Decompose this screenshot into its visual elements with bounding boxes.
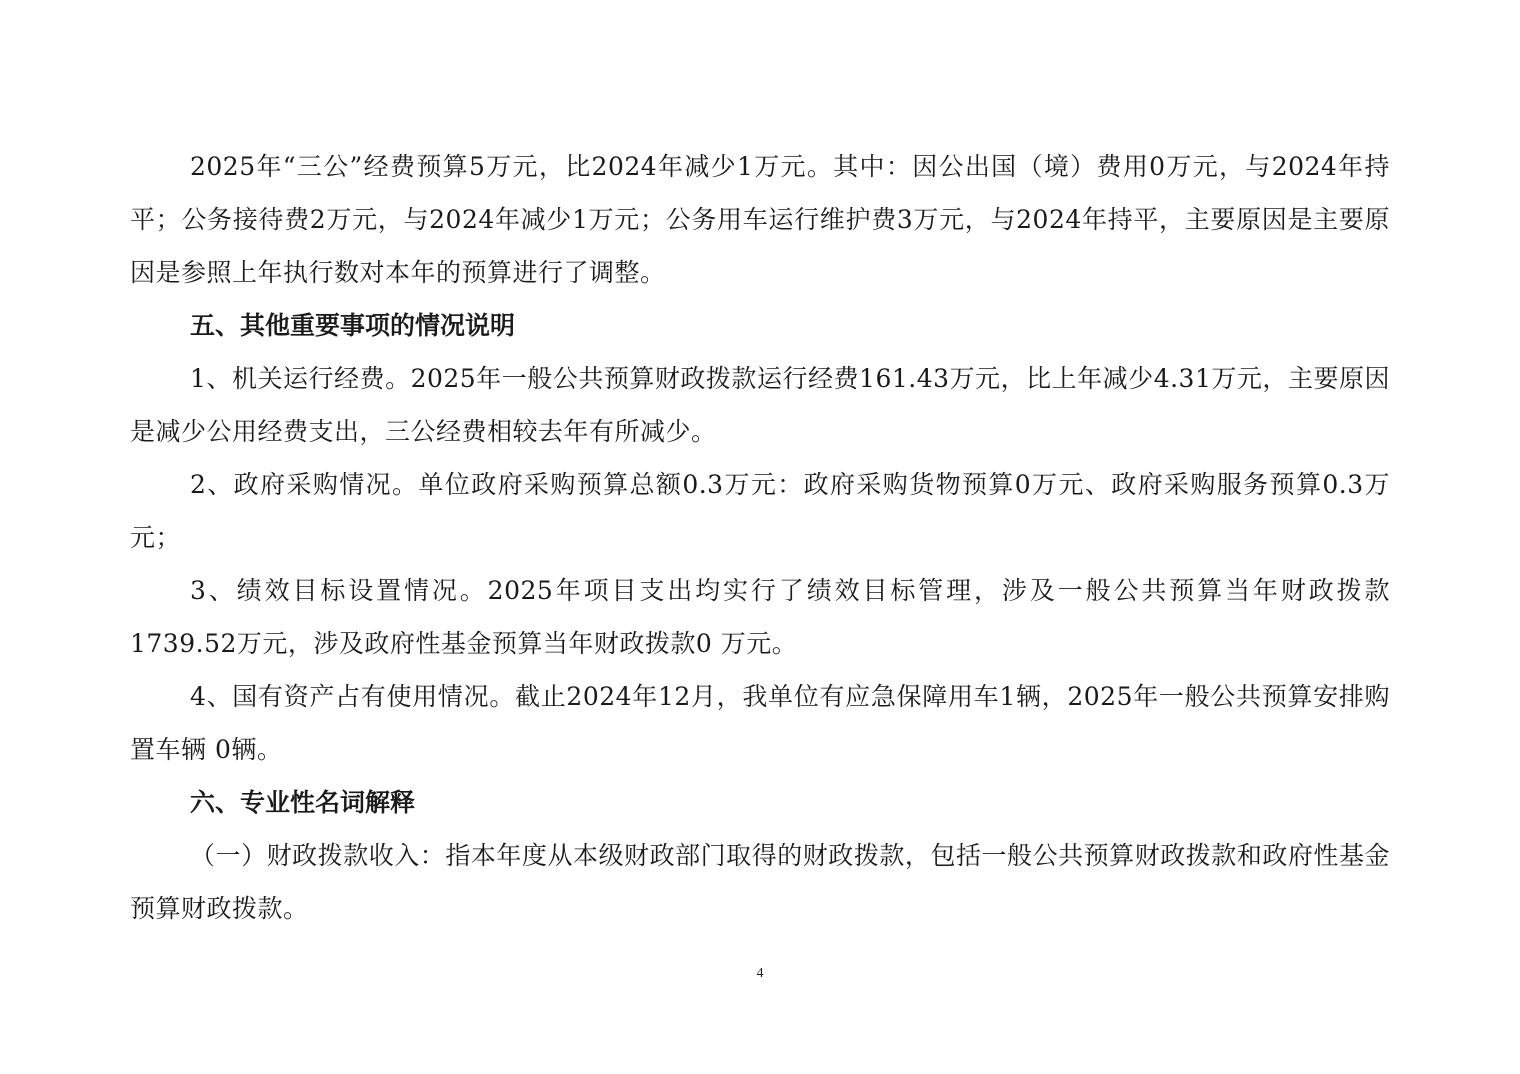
paragraph-operating-expenses: 1、机关运行经费。2025年一般公共预算财政拨款运行经费161.43万元，比上年减少4.31万元，主要原因是减少公用经费支出，三公经费相较去年有所减少。 bbox=[130, 364, 1391, 446]
paragraph-three-public-expenses: 2025年“三公”经费预算5万元，比2024年减少1万元。其中：因公出国（境）费用0万元，与2024年持平；公务接待费2万元，与2024年减少1万元；公务用车运行维护费3万元，与2024年持平，主要原因是主要原因是参照上年执行数对本年的预算进行了调整。 bbox=[130, 152, 1390, 287]
paragraph-government-procurement: 2、政府采购情况。单位政府采购预算总额0.3万元：政府采购货物预算0万元、政府采购服务预算0.3万元； bbox=[130, 470, 1390, 552]
page-number: 4 bbox=[756, 966, 764, 981]
paragraph-state-assets: 4、国有资产占有使用情况。截止2024年12月，我单位有应急保障用车1辆，2025年一般公共预算安排购置车辆 0辆。 bbox=[130, 682, 1390, 764]
paragraph-fiscal-appropriation-definition: （一）财政拨款收入：指本年度从本级财政部门取得的财政拨款，包括一般公共预算财政拨款和政府性基金预算财政拨款。 bbox=[130, 841, 1390, 923]
document-body bbox=[130, 140, 1390, 935]
section-heading-6: 六、专业性名词解释 bbox=[190, 788, 416, 817]
paragraph-performance-targets: 3、绩效目标设置情况。2025年项目支出均实行了绩效目标管理，涉及一般公共预算当年财政拨款1739.52万元，涉及政府性基金预算当年财政拨款0 万元。 bbox=[130, 576, 1390, 658]
section-heading-5: 五、其他重要事项的情况说明 bbox=[190, 311, 516, 340]
